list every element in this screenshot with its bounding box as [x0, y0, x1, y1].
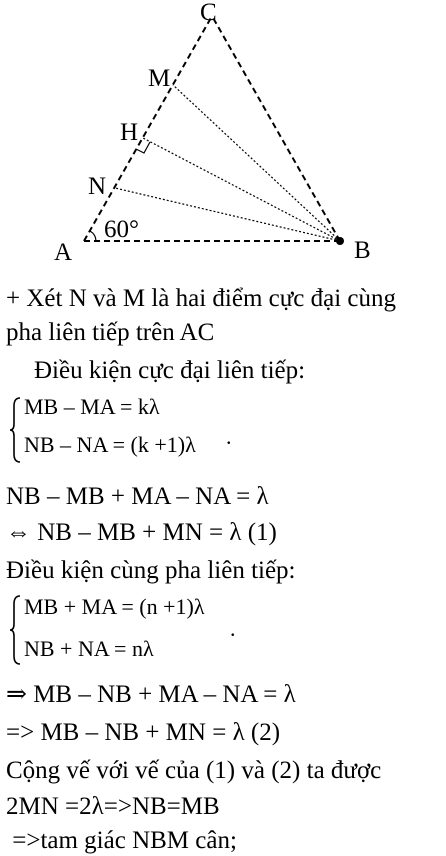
- label-b: B: [354, 237, 371, 264]
- text-line-11: =>tam giác NBM cân;: [6, 827, 237, 854]
- label-h: H: [120, 119, 139, 146]
- segment-bn: [115, 188, 340, 241]
- system-2-eq-1: MB + MA = (n +1)λ: [24, 594, 205, 619]
- system-2-dot: .: [230, 616, 236, 641]
- triangle-figure: [0, 0, 446, 270]
- text-line-6: Điều kiện cùng pha liên tiếp:: [6, 557, 296, 584]
- point-b-dot: [336, 237, 344, 245]
- label-angle: 60°: [104, 216, 139, 243]
- system-1-dot: .: [226, 424, 232, 449]
- right-angle-mark: [136, 142, 150, 153]
- system-2-eq-2: NB + NA = nλ: [24, 636, 154, 661]
- text-line-5: ⇔ NB – MB + MN = λ (1): [6, 519, 277, 546]
- segment-bm: [173, 85, 340, 241]
- text-line-10: 2MN =2λ=>NB=MB: [6, 793, 220, 820]
- text-line-8: => MB – NB + MN = λ (2): [6, 719, 281, 746]
- brace-system-2: [8, 594, 24, 666]
- angle-arc-a: [90, 231, 96, 241]
- text-line-9: Cộng vế với vế của (1) và (2) ta được: [6, 757, 382, 784]
- triangle-diagram: [0, 0, 446, 270]
- segment-bh: [143, 138, 340, 241]
- text-line-7: ⇒ MB – NB + MA – NA = λ: [6, 681, 296, 708]
- system-1-eq-1: MB – MA = kλ: [24, 394, 160, 419]
- system-1-eq-2: NB – NA = (k +1)λ: [24, 432, 196, 457]
- brace-system-1: [8, 396, 24, 464]
- text-line-2: pha liên tiếp trên AC: [6, 319, 215, 346]
- label-m: M: [148, 65, 171, 92]
- label-a: A: [54, 239, 73, 266]
- text-line-3: Điều kiện cực đại liên tiếp:: [34, 357, 306, 384]
- text-line-1: + Xét N và M là hai điểm cực đại cùng: [6, 285, 397, 312]
- side-ac: [84, 16, 212, 241]
- text-line-4: NB – MB + MA – NA = λ: [6, 483, 269, 510]
- label-c: C: [200, 0, 217, 26]
- label-n: N: [88, 173, 107, 200]
